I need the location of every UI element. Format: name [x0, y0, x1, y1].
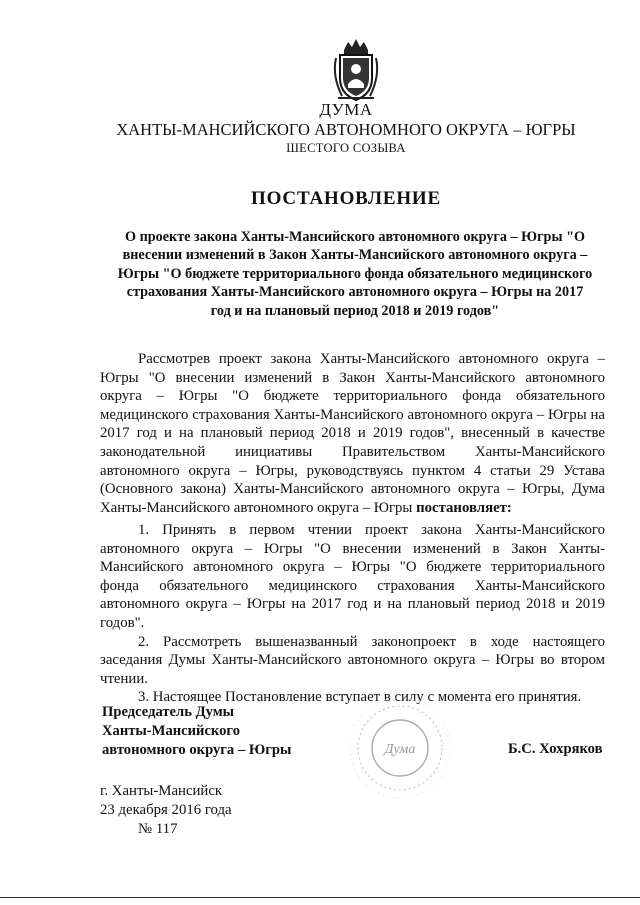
official-stamp-icon: [340, 690, 460, 800]
preamble-verb: постановляет:: [416, 499, 512, 516]
signature-position-line3: автономного округа – Югры: [102, 742, 292, 758]
resolution-items: [100, 521, 605, 707]
footer-date: 23 декабря 2016 года: [100, 802, 232, 818]
footer-number: № 117: [138, 821, 178, 837]
document-title: ПОСТАНОВЛЕНИЕ: [251, 188, 441, 209]
preamble-paragraph: [100, 350, 605, 517]
preamble-text: Рассмотрев проект закона Ханты-Мансийского автономного округа – Югры "О внесении изменений в Закон Ханты-Мансийского автономного округа – Югры "О бюджете территориального фонда обязательного медицинского страхования Ханты-Мансийского автономного округа – Югры на 2017 год и на плановый период 2018 и 2019 годов", внесенный в качестве законодательной инициативы Правительством Ханты-Мансийского автономного округа – Югры, руководствуясь пунктом 4 статьи 29 Устава (Основного закона) Ханты-Мансийского автономного округа – Югры, Дума Ханты-Мансийского автономного округа – Югры: [100, 351, 605, 516]
header-duma: ДУМА: [319, 100, 373, 119]
signature-name: Б.С. Хохряков: [508, 741, 603, 757]
footer-place: г. Ханты-Мансийск: [100, 783, 223, 799]
resolution-item-3: 3. Настоящее Постановление вступает в силу с момента его принятия.: [138, 689, 582, 706]
document-subject: О проекте закона Ханты-Мансийского автономного округа – Югры "О внесении изменений в Закон Ханты-Мансийского автономного округа – Югры "О бюджете территориального фонда обязательного медицинского страхования Ханты-Мансийского автономного округа – Югры на 2017 год и на плановый период 2018 и 2019 годов": [117, 229, 593, 319]
bottom-rule: [0, 897, 640, 898]
header-okrug: ХАНТЫ-МАНСИЙСКОГО АВТОНОМНОГО ОКРУГА – ЮГРЫ: [116, 120, 576, 139]
resolution-item-2: 2. Рассмотреть вышеназванный законопроект в ходе настоящего заседания Думы Ханты-Мансийского автономного округа – Югры во втором чтении.: [100, 633, 605, 687]
signature-position: [102, 703, 291, 760]
coat-of-arms-icon: [330, 36, 382, 104]
stamp-text: Дума: [384, 742, 416, 757]
header-sozyv: ШЕСТОГО СОЗЫВА: [286, 141, 406, 155]
signature-position-line1: Председатель Думы: [102, 704, 235, 720]
resolution-item-1: 1. Принять в первом чтении проект закона Ханты-Мансийского автономного округа – Югры "О внесении изменений в Закон Ханты-Мансийского автономного округа – Югры "О бюджете территориального фонда обязательного медицинского страхования Ханты-Мансийского автономного округа – Югры на 2017 год и на плановый период 2018 и 2019 годов".: [100, 522, 605, 631]
signature-position-line2: Ханты-Мансийского: [102, 723, 240, 739]
document-footer: [100, 782, 232, 839]
